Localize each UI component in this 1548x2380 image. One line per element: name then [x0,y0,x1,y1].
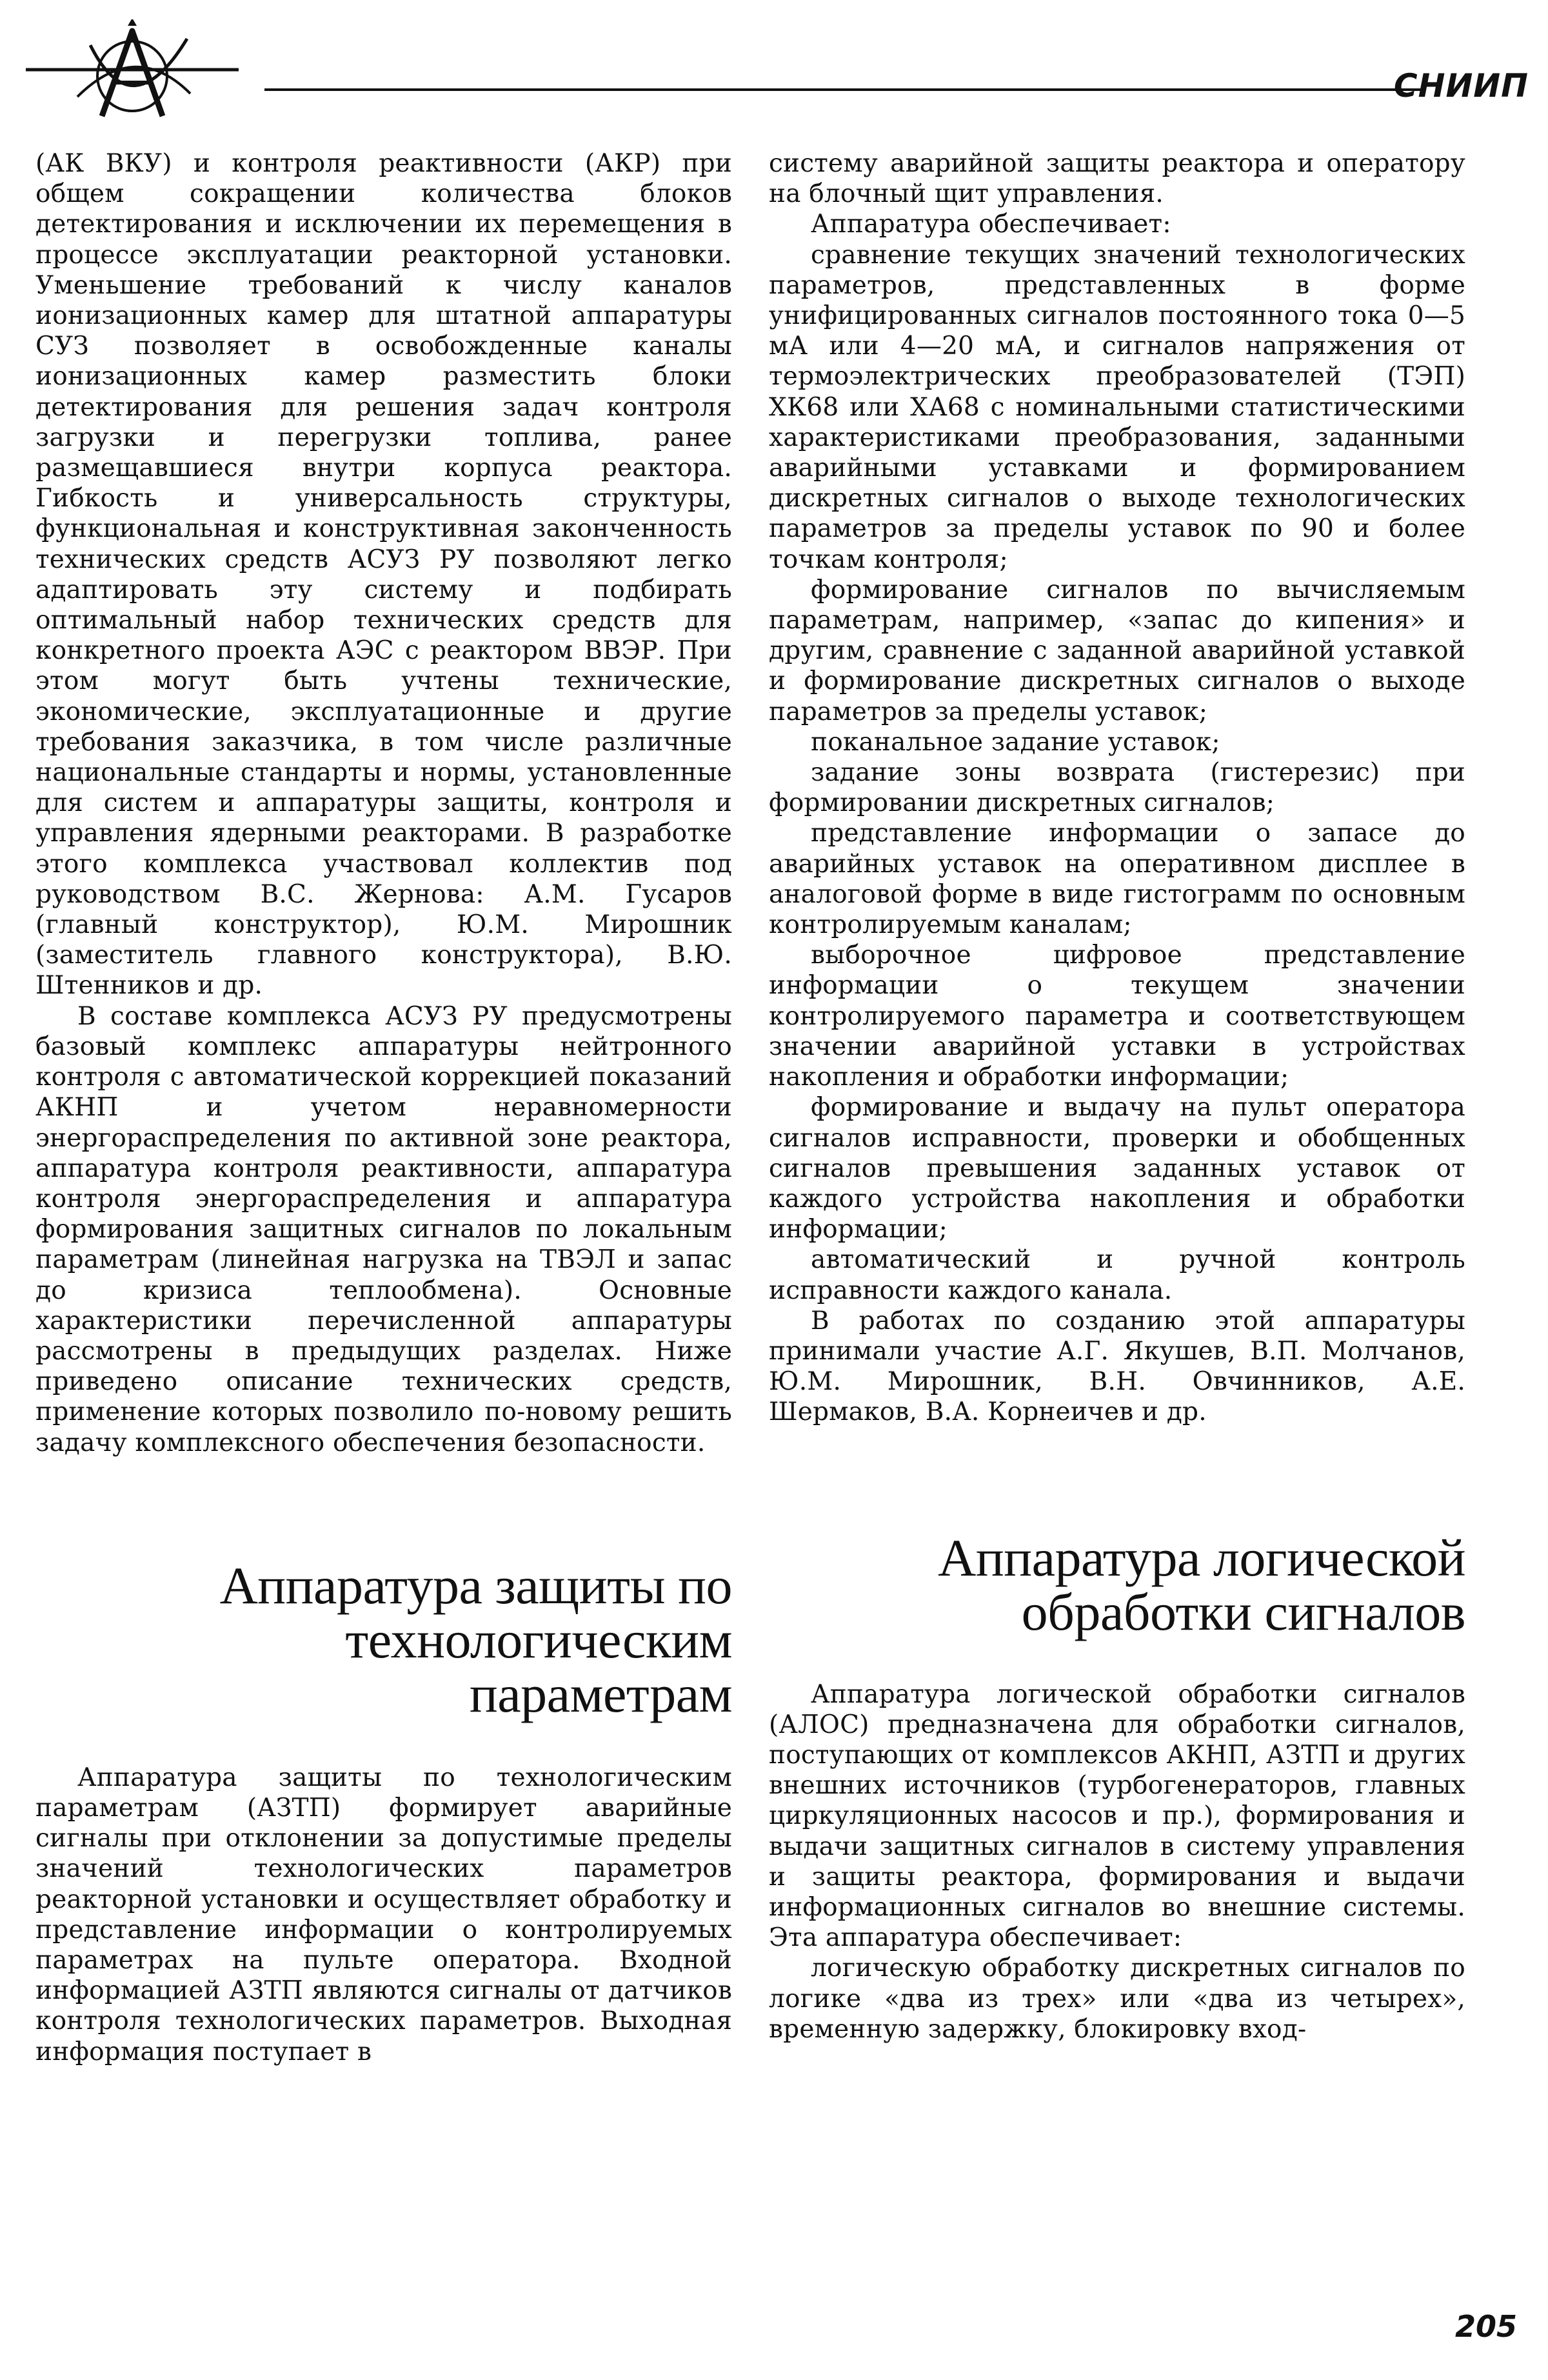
heading-line: Аппаратура логической [938,1528,1465,1587]
paragraph: систему аварийной защиты реактора и оператору на блочный щит управления. [769,149,1465,209]
list-item: поканальное задание уставок; [811,727,1220,757]
right-column [769,148,1465,2045]
heading-line: обработки сигналов [1021,1582,1465,1641]
heading-line: параметрам [469,1664,732,1723]
list-item: выборочное цифровое представление информации о текущем значении контролируемого параметра и соответствующем значении аварийной уставки в устройствах накопления и обработки информации; [769,941,1465,1092]
list-item: сравнение текущих значений технологических параметров, представленных в форме унифицированных сигналов постоянного тока 0—5 мА или 4—20 мА, и сигналов напряжения от термоэлектрических преобразователей (ТЭП) ХК68 или ХА68 с номинальными статистическими характеристиками преобразования, заданными аварийными уставками и формированием дискретных сигналов о выходе технологических параметров за пределы уставок по 90 и более точкам контроля; [769,240,1465,574]
list-item: формирование и выдачу на пульт оператора сигналов исправности, проверки и обобщенных сигналов превышения заданных уставок от каждого устройства накопления и обработки информации; [769,1093,1465,1245]
paragraph: В работах по созданию этой аппаратуры принимали участие А.Г. Якушев, В.П. Молчанов, Ю.М. Мирошник, В.Н. Овчинников, А.Е. Шермаков, В.А. Корнеичев и др. [769,1306,1465,1427]
sniip-logo-icon [26,19,239,123]
page-number: 205 [1454,2309,1517,2344]
list-item: автоматический и ручной контроль исправности каждого канала. [769,1245,1465,1305]
page-header [26,19,1529,123]
paragraph: Аппаратура обеспечивает: [811,210,1171,239]
section-heading-aztp [35,1555,732,1723]
brand-name: СНИИП [1393,67,1529,105]
paragraph: Аппаратура защиты по технологическим параметрам (АЗТП) формирует аварийные сигналы при отклонении за допустимые пределы значений технологических параметров реакторной установки и осуществляет обработку и представление информации о контролируемых параметрах на пульте оператора. Входной информацией АЗТП являются сигналы от датчиков контроля технологических параметров. Выходная информация поступает в [35,1763,732,2066]
left-column [35,148,732,2067]
paragraph: В составе комплекса АСУЗ РУ предусмотрены базовый комплекс аппаратуры нейтронного контроля с автоматической коррекцией показаний АКНП и учетом неравномерности энергораспределения по активной зоне реактора, аппаратура контроля реактивности, аппаратура контроля энергораспределения и аппаратура формирования защитных сигналов по локальным параметрам (линейная нагрузка на ТВЭЛ и запас до кризиса теплообмена). Основные характеристики перечисленной аппаратуры рассмотрены в предыдущих разделах. Ниже приведено описание технических средств, применение которых позволило по-новому решить задачу комплексного обеспечения безопасности. [35,1001,732,1457]
list-item: представление информации о запасе до аварийных уставок на оперативном дисплее в аналоговой форме в виде гистограмм по основным контролируемым каналам; [769,819,1465,940]
heading-line: технологическим [345,1610,732,1669]
paragraph: логическую обработку дискретных сигналов по логике «два из трех» или «два из четырех», временную задержку, блокировку вход- [769,1954,1465,2044]
paragraph: Аппаратура логической обработки сигналов (АЛОС) предназначена для обработки сигналов, поступающих от комплексов АКНП, АЗТП и других внешних источников (турбогенераторов, главных циркуляционных насосов и пр.), формирования и выдачи защитных сигналов в систему управления и защиты реактора, формирования и выдачи информационных сигналов во внешние системы. Эта аппаратура обеспечивает: [769,1679,1465,1953]
header-rule [264,88,1425,91]
paragraph: (АК ВКУ) и контроля реактивности (АКР) при общем сокращении количества блоков детектирования и исключении их перемещения в процессе эксплуатации реакторной установки. Уменьшение требований к числу каналов ионизационных камер для штатной аппаратуры СУЗ позволяет в освобожденные каналы ионизационных камер разместить блоки детектирования для решения задач контроля загрузки и перегрузки топлива, ранее размещавшиеся внутри корпуса реактора. Гибкость и универсальность структуры, функциональная и конструктивная законченность технических средств АСУЗ РУ позволяют легко адаптировать эту систему и подбирать оптимальный набор технических средств для конкретного проекта АЭС с реактором ВВЭР. При этом могут быть учтены технические, экономические, эксплуатационные и другие требования заказчика, в том числе различные национальные стандарты и нормы, установленные для систем и аппаратуры защиты, контроля и управления ядерными реакторами. В разработке этого комплекса участвовал коллектив под руководством В.С. Жернова: А.М. Гусаров (главный конструктор), Ю.М. Мирошник (заместитель главного конструктора), В.Ю. Штенников и др. [35,149,732,1001]
list-item: задание зоны возврата (гистерезис) при формировании дискретных сигналов; [769,758,1465,818]
heading-line: Аппаратура защиты по [219,1555,732,1615]
list-item: формирование сигналов по вычисляемым параметрам, например, «запас до кипения» и другим, сравнение с заданной аварийной уставкой и формирование дискретных сигналов о выходе параметров за пределы уставок; [769,575,1465,726]
section-heading-alos [769,1528,1465,1641]
